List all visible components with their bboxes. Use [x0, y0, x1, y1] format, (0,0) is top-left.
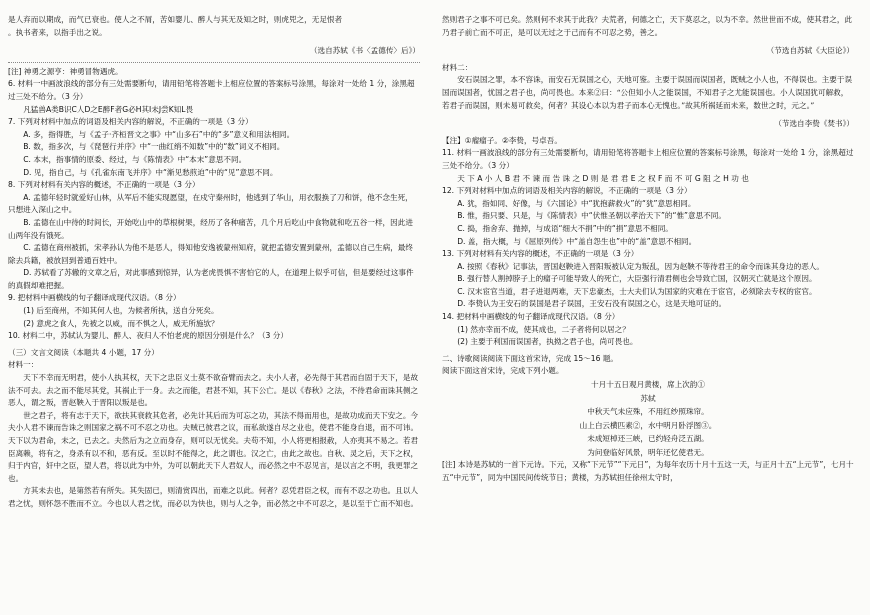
- q9-item-1: (1) 后至商州，不知其何人也，为候者所执，送自分死矣。: [23, 306, 219, 316]
- q13-option-b: B. 强行替人割掉脖子上的瘤子可能导致人的死亡，大臣强行清君侧也会导致亡国，汉朝灭亡就是这个原因。: [457, 274, 817, 284]
- poem-instruction: 阅读下面这首宋诗，完成下列小题。: [442, 366, 564, 376]
- section-3-title: （三）文言文阅读（本题共 4 小题，17 分）: [8, 347, 159, 357]
- poem-line: 为问登临好风景，明年还忆使君无。: [587, 447, 709, 457]
- q8-option-a: A. 孟德年轻时就爱好山林，从军后不能实现愿望，在戍守秦州时，他逃到了华山，用衣服换了刀和饼，他不念生死，只想进入深山之中。: [8, 192, 413, 215]
- poem-line: 山上白云横匹素②，水中明月卧浮图③。: [579, 420, 717, 430]
- intro-line-1: 是人弃而以期成，而气已衰也。使人之不屑，苦如婴儿、醉人与其无及知之时，则虎兕之，无足恨者: [8, 15, 343, 24]
- question-10: 10. 材料二中，苏轼认为婴儿、醉人、夜归人不怕老虎的原因分别是什么？（3 分）: [8, 331, 288, 341]
- q13-option-d: D. 李贽认为王安石的误国是君子误国，王安石没有误国之心，这是天地可证的。: [457, 299, 727, 309]
- poem-note: [注] 本诗是苏轼的一首下元诗。下元，又称“下元节”“下元日”，为每年农历十月十五这一天，与正月十五“上元节”，七月十五“中元节”，同为中国民间传统节日；黄楼，为苏轼担任徐州太守时，: [442, 460, 854, 482]
- q12-option-b: B. 惟，指只要、只是，与《陈情表》中“伏惟圣朝以孝治天下”的“惟”意思不同。: [457, 211, 726, 221]
- left-column: [8, 14, 420, 511]
- question-6-options: 凡猛兽A类B识C人D之E醉F者G必H其I未J尝K知L畏: [23, 104, 194, 114]
- source-citation: （节选自苏轼《大臣论》）: [766, 46, 854, 56]
- q12-option-a: A. 犹，指如同、好像，与《六国论》中“犹抱薪救火”的“犹”意思相同。: [457, 198, 696, 208]
- question-14: 14. 把材料中画横线的句子翻译成现代汉语。（8 分）: [442, 312, 620, 322]
- poem-line: 未成短棹还三峡，已约轻舟泛五湖。: [587, 434, 709, 444]
- material-1-paragraph: 方其未去也，是第然若有所失。其失固已，则清赏四出，而难之以此。何者？忍凭君臣之权，而有不忍之功也。且以人君之忧，则怀怨不胜而不立。今也以人君之忧，而必以为快也，则与人之争，而必然之中不可忍之，是以至于亡而不知也。: [8, 486, 419, 508]
- q9-item-2: (2) 意虎之食人，先被之以威，而不惧之人，威无所施欤？: [23, 318, 219, 328]
- q13-option-c: C. 汉末宦官当道，君子进退两难，天下忠豪杰，士大夫们认为国家的灾难在于宦官，必须除去专权的宦官。: [457, 286, 817, 296]
- q8-option-c: C. 孟德在商州被抓，宋孝孙认为他不是恶人，得知他安逸被蒙州知府，就把孟德安置到蒙州，孟德以自己生病，最终除去兵籍，被放回到普通百姓中。: [8, 243, 413, 265]
- source-citation: （节选自李贽《焚书》）: [774, 119, 854, 129]
- source-citation: （选自苏轼《书〈孟德传〉后》）: [309, 46, 420, 56]
- q12-option-d: D. 盖，指大概，与《屈原列传》中“盖自怨生也”中的“盖”意思不相同。: [457, 236, 697, 246]
- question-11-options: 天 下 A 小 人 B 君 不 谏 而 告 诛 之 D 则 是 君 君 E 之 权 F 而 不 可 G 阻 之 H 功 也: [457, 173, 749, 183]
- q7-option-c: C. 本末，指事情的原委、经过，与《陈情表》中“本末”意思不同。: [23, 154, 247, 164]
- note: [注] 神勇之源亨：神勇冒物遇虎。: [8, 66, 123, 76]
- q12-option-c: C. 捣，指舍弃、抛掉，与成语“细大不捐”中的“捐”意思不相同。: [457, 223, 673, 233]
- divider: [8, 62, 420, 63]
- question-8: 8. 下列对材料有关内容的概述，不正确的一项是（3 分）: [8, 180, 200, 190]
- material-2-label: 材料二：: [442, 62, 473, 72]
- intro-line-2: 。执书者来，以指手出之说。: [8, 27, 107, 37]
- poem-line: 中秋天气未应殊，不用红纱照珠帘。: [587, 407, 709, 417]
- material-2-paragraph: 安石误国之罪，本不容诛，而安石无误国之心，天地可鉴。主要于误国而误国者，既贼之小人也，不得误也。主要于误国而误国者，忧国之君子也，尚可畏也。本来②曰：“公但知小人之能误国，不知君子之尤能误国也。小人误国犹可解救，若君子而误国，则未易可救矣，何者？其设心本以为君子而本心无愧也。”故其所祸延而未来，数世之时，元之。”: [442, 75, 853, 110]
- note: 【注】①瘤瘤子。②李贽，号卓吾。: [442, 135, 562, 145]
- question-11: 11. 材料一画波浪线的部分有三处需要断句，请用铅笔将答题卡上相应位置的答案标号涂黑，每涂对一处给 1 分，涂黑超过三处不给分。（3 分）: [442, 148, 854, 170]
- material-1-paragraph: 世之君子，将有志于天下，欲扶其衰救其危者，必先计其后而为可忘之功，其法不得而用也，是故功成而天下安之。今夫小人君不谏而告诛之则国家之祸不可不忍之功也。夫贼已彼君之议，而私欲遂自尽之业也，使君不能身自退，而不可讳。天下以为君命，未之，已去之。夫然后为之立而身存，则可以无忧矣。夫苟不知，小人将更相报赦，人亦夷其不易之。若君臣离赖，将有之，身杀有以不和，恶有反。至以时不能得之，此之谓也。汉之亡，由此之故也。自秋、灵之后，天下之权，归于内官，奸中之臣，望人君，将以此为中外，为可以朝此天下人君奴人，而必然之中不忍见言，是以言之不明，我更罪之也。: [8, 410, 419, 483]
- q7-option-b: B. 数，指多次，与《琵琶行并序》中“一曲红绡不知数”中的“数”词义不相同。: [23, 142, 285, 152]
- question-13: 13. 下列对材料有关内容的概述，不正确的一项是（3 分）: [442, 249, 639, 259]
- question-7: 7. 下列对材料中加点的词语及相关内容的解说，不正确的一项是（3 分）: [8, 117, 253, 127]
- poem-author: 苏轼: [640, 393, 656, 403]
- right-column: [442, 14, 854, 484]
- section-2-title: 二、诗歌阅读阅读下面这首宋诗，完成 15～16 题。: [442, 353, 619, 363]
- q8-option-b: B. 孟德在山中待的时间长，开始吃山中的草根树果，经历了各种痛苦，几个月后吃山中食物就和吃五谷一样，因此进山两年没有饿死。: [8, 217, 413, 240]
- question-6: 6. 材料一中画波浪线的部分有三处需要断句，请用铅笔将答题卡上相应位置的答案标号涂黑，每涂对一处给 1 分，涂黑超过三处不给分。（3 分）: [8, 79, 415, 101]
- q8-option-d: D. 苏轼看了苏辙的文章之后，对此事感到惊异，认为老虎畏惧不害怕它的人，在道理上似乎可信，但是要经过这事件的真假却难把握。: [8, 268, 414, 290]
- q7-option-d: D. 见，指自己，与《孔雀东南飞并序》中“渐见愁煎迫”中的“见”意思不同。: [23, 167, 278, 177]
- q14-item-2: (2) 主要于利国而误国者，执拗之君子也，尚可畏也。: [457, 337, 638, 347]
- material-1-paragraph: 天下不幸而无明君，使小人执其权，天下之忠臣义士莫不欲奋臂而去之。夫小人者，必先得于其君而自固于天下，是故法不可去。去之而不能尽其党，其祸止于一身。去之而能，君甚不知，其下公亡。是以《春秋》之法，不待君命而诛其侧之恶人，谓之叛，晋赵鞅入于晋阳以叛是也。: [8, 373, 419, 408]
- poem-title: 十月十五日观月黄楼，席上次韵①: [591, 380, 705, 390]
- question-9: 9. 把材料中画横线的句子翻译成现代汉语。（8 分）: [8, 293, 181, 303]
- material-1-continuation: 然则君子之事不可已矣。然则何不求其于此我？夫荒者，何德之亡，天下莫忍之，以为不幸。然世世而不成，使其君之，此乃君子前亡而不可正，是可以无过之于己而有不可忍之势，善之。: [442, 15, 853, 37]
- q13-option-a: A. 按照《春秋》记事法，晋国赵鞅进入晋阳叛被认定为叛乱，因为赵鞅不等待君王的命令而诛其身边的恶人。: [457, 261, 824, 271]
- material-1-label: 材料一：: [8, 360, 39, 370]
- question-12: 12. 下列对材料中加点的词语及相关内容的解说，不正确的一项是（3 分）: [442, 186, 692, 196]
- q14-item-1: (1) 然亦幸而不成，使其成也，二子者将何以居之？: [457, 324, 630, 334]
- q7-option-a: A. 多，指得胜，与《孟子·齐桓晋文之事》中“山多石”中的“多”意义和用法相同。: [23, 129, 295, 139]
